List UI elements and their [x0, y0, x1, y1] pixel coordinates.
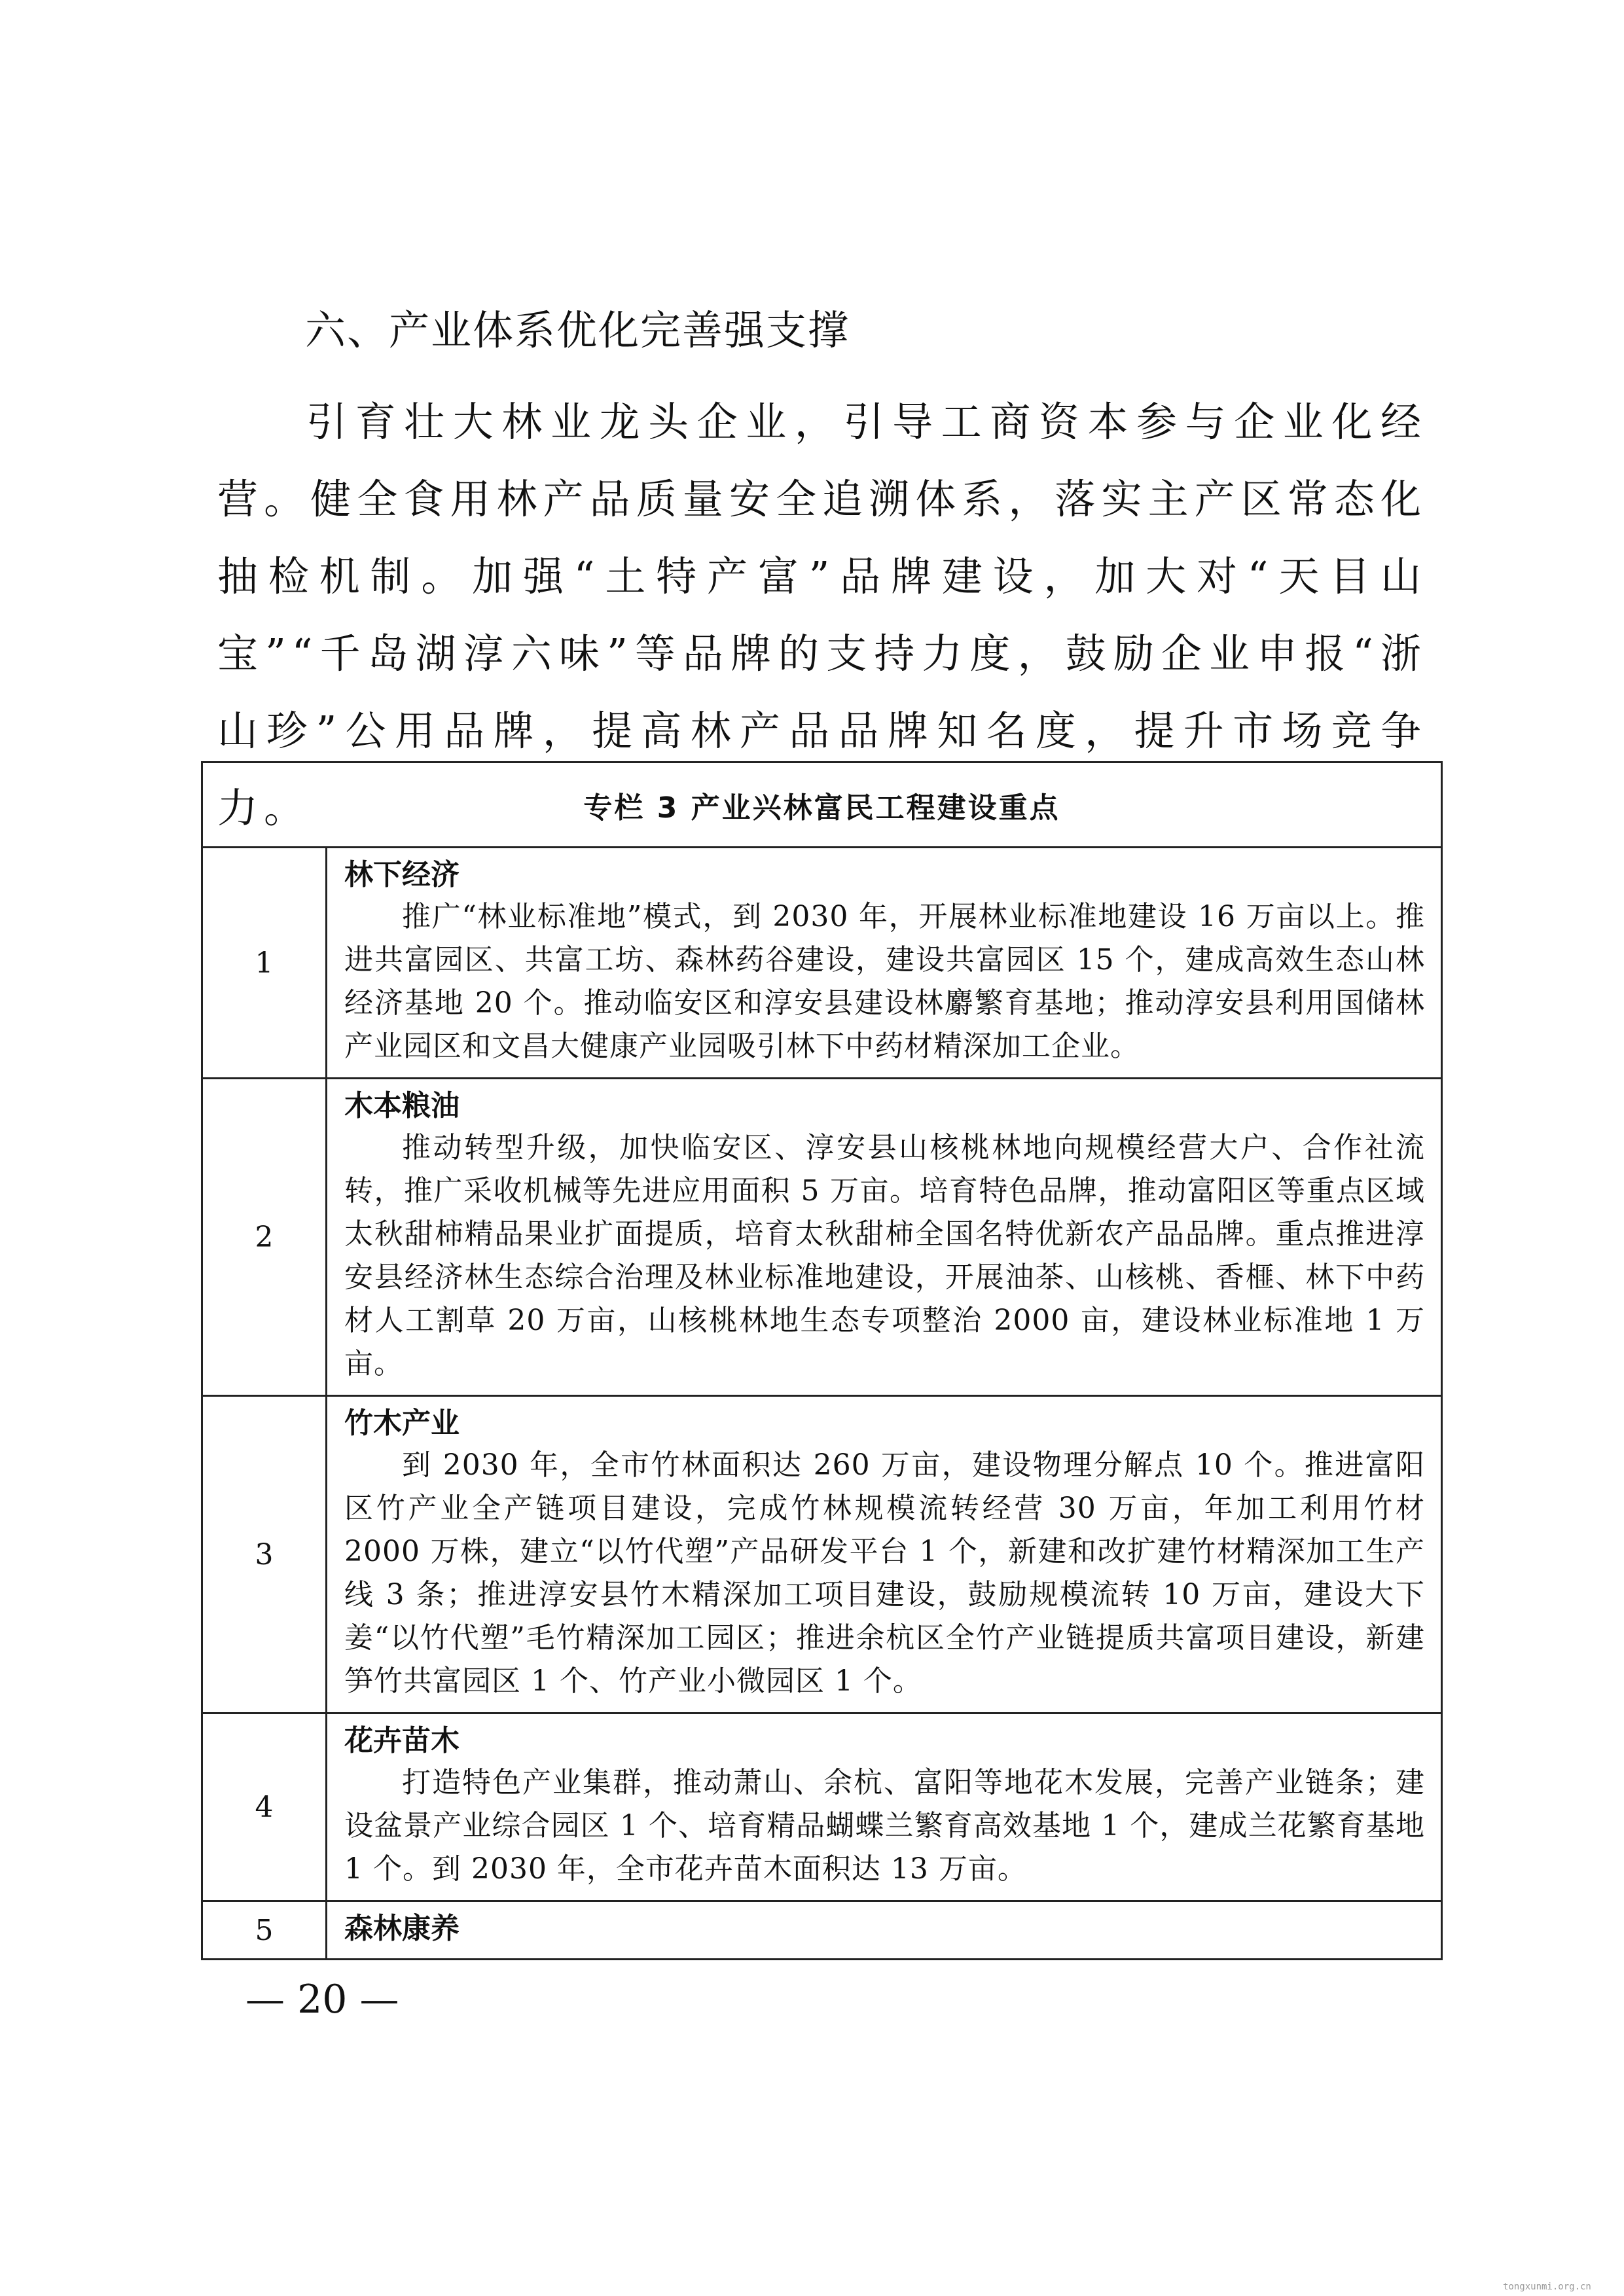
row-content	[327, 1079, 1442, 1396]
item-text: 推广“林业标准地”模式，到 2030 年，开展林业标准地建设 16 万亩以上。推进共富园区、共富工坊、森林药谷建设，建设共富园区 15 个，建成高效生态山林经济基地 20 个。推动临安区和淳安县建设林麝繁育基地；推动淳安县利用国储林产业园区和文昌大健康产业园吸引林下中药材精深加工企业。	[344, 900, 1426, 1063]
section-heading: 六、产业体系优化完善强支撑	[305, 306, 850, 354]
row-content	[327, 1901, 1442, 1960]
row-number: 4	[202, 1713, 327, 1901]
page-number: — 20 —	[245, 1977, 399, 2022]
item-title: 森林康养	[344, 1912, 460, 1945]
item-title: 花卉苗木	[344, 1724, 460, 1757]
table-title-row	[202, 762, 1442, 848]
item-title: 林下经济	[344, 858, 460, 891]
item-title: 木本粮油	[344, 1089, 460, 1122]
table-row	[202, 1713, 1442, 1901]
source-watermark: tongxunmi.org.cn	[1503, 2282, 1591, 2292]
row-number: 3	[202, 1396, 327, 1713]
feature-column-table	[201, 761, 1443, 1960]
row-content	[327, 848, 1442, 1079]
table-row	[202, 1901, 1442, 1960]
row-number: 2	[202, 1079, 327, 1396]
row-number: 1	[202, 848, 327, 1079]
row-content	[327, 1396, 1442, 1713]
row-number: 5	[202, 1901, 327, 1960]
row-content	[327, 1713, 1442, 1901]
body-paragraph: 引育壮大林业龙头企业，引导工商资本参与企业化经营。健全食用林产品质量安全追溯体系，落实主产区常态化抽检机制。加强“土特产富”品牌建设，加大对“天目山宝”“千岛湖淳六味”等品牌的支持力度，鼓励企业申报“浙山珍”公用品牌，提高林产品品牌知名度，提升市场竞争力。	[217, 398, 1427, 832]
table-title: 专栏 3 产业兴林富民工程建设重点	[202, 762, 1442, 848]
item-text: 打造特色产业集群，推动萧山、余杭、富阳等地花木发展，完善产业链条；建设盆景产业综合园区 1 个、培育精品蝴蝶兰繁育高效基地 1 个，建成兰花繁育基地 1 个。到 2030 年，全市花卉苗木面积达 13 万亩。	[344, 1766, 1426, 1886]
table-row	[202, 1396, 1442, 1713]
table-row	[202, 1079, 1442, 1396]
item-text: 推动转型升级，加快临安区、淳安县山核桃林地向规模经营大户、合作社流转，推广采收机械等先进应用面积 5 万亩。培育特色品牌，推动富阳区等重点区域太秋甜柿精品果业扩面提质，培育太秋甜柿全国名特优新农产品品牌。重点推进淳安县经济林生态综合治理及林业标准地建设，开展油茶、山核桃、香榧、林下中药材人工割草 20 万亩，山核桃林地生态专项整治 2000 亩，建设林业标准地 1 万亩。	[344, 1131, 1426, 1380]
table-row	[202, 848, 1442, 1079]
item-title: 竹木产业	[344, 1407, 460, 1440]
item-text: 到 2030 年，全市竹林面积达 260 万亩，建设物理分解点 10 个。推进富阳区竹产业全产链项目建设，完成竹林规模流转经营 30 万亩，年加工利用竹材 2000 万株，建立“以竹代塑”产品研发平台 1 个，新建和改扩建竹材精深加工生产线 3 条；推进淳安县竹木精深加工项目建设，鼓励规模流转 10 万亩，建设大下姜“以竹代塑”毛竹精深加工园区；推进余杭区全竹产业链提质共富项目建设，新建笋竹共富园区 1 个、竹产业小微园区 1 个。	[344, 1448, 1426, 1698]
